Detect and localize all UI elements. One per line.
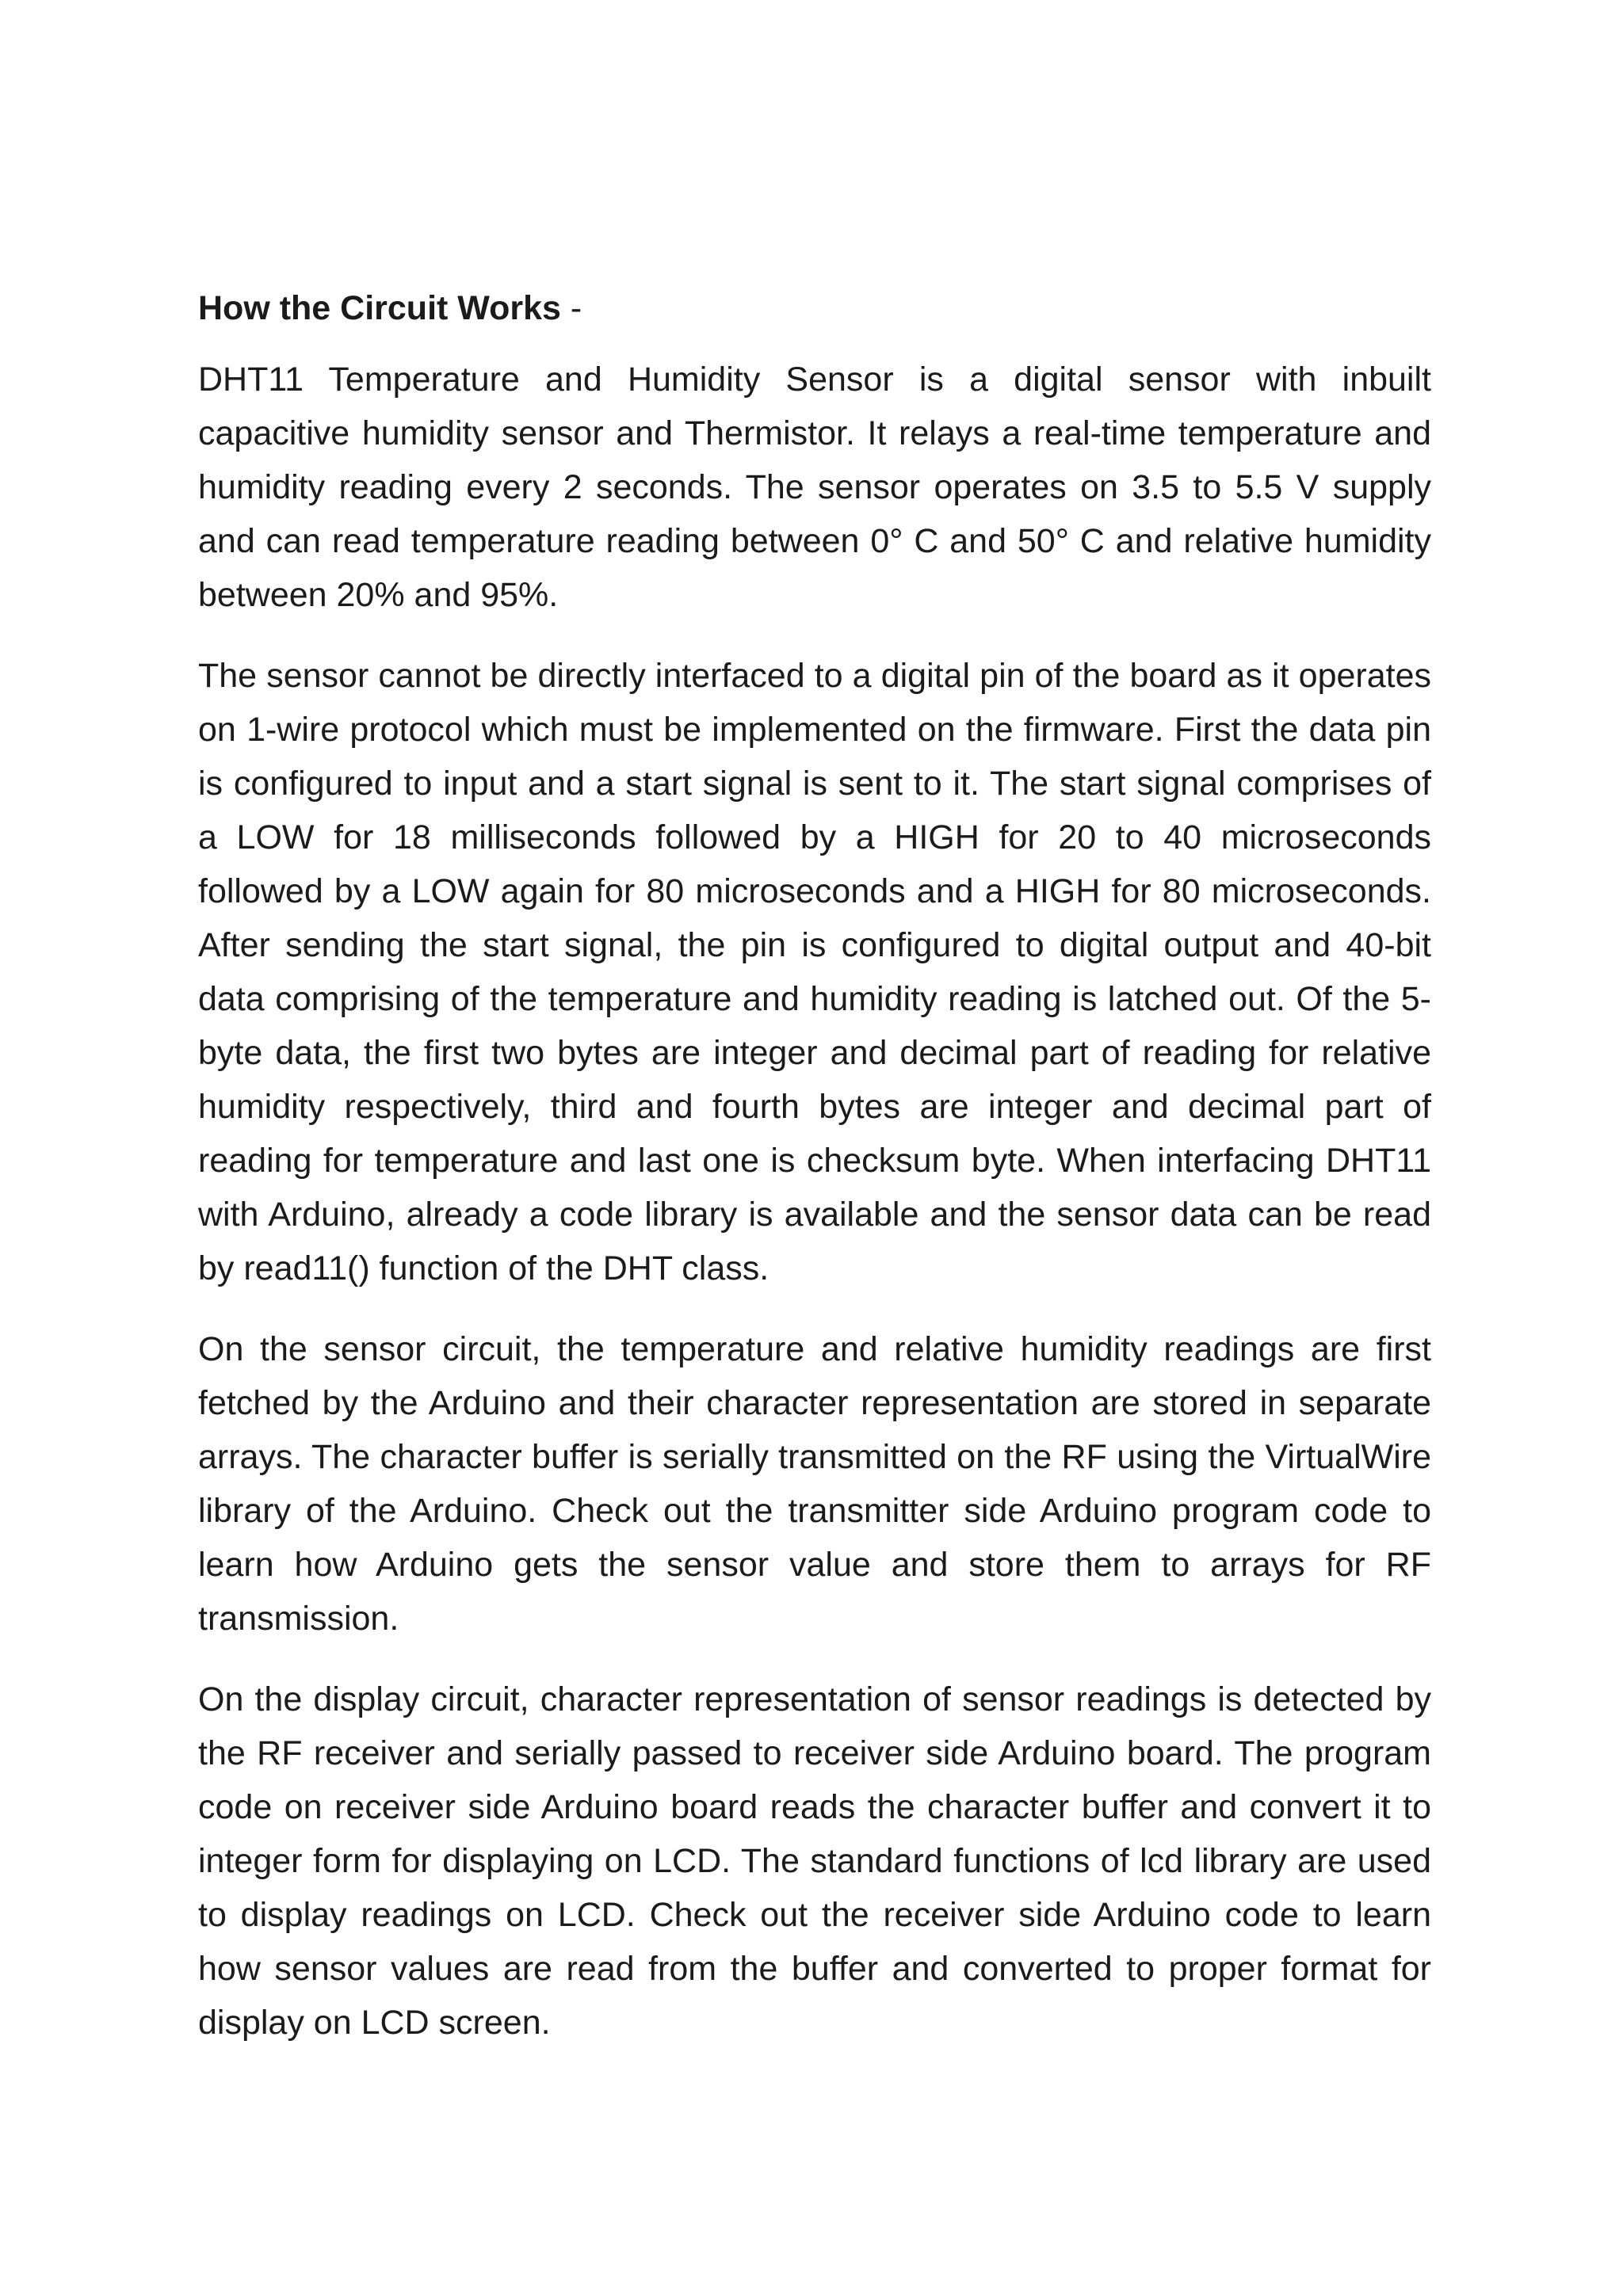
section-heading-title: How the Circuit Works: [198, 289, 561, 327]
section-heading: [198, 281, 1431, 335]
document-body: [198, 281, 1431, 2077]
paragraph-one-wire-protocol: The sensor cannot be directly interfaced to a digital pin of the board as it operates on 1-wire protocol which must be implemented on the firmware. First the data pin is configured to input and a start signal is sent to it. The start signal comprises of a LOW for 18 milliseconds followed by a HIGH for 20 to 40 microseconds followed by a LOW again for 80 microseconds and a HIGH for 80 microseconds. After sending the start signal, the pin is configured to digital output and 40-bit data comprising of the temperature and humidity reading is latched out. Of the 5-byte data, the first two bytes are integer and decimal part of reading for relative humidity respectively, third and fourth bytes are integer and decimal part of reading for temperature and last one is checksum byte. When interfacing DHT11 with Arduino, already a code library is available and the sensor data can be read by read11() function of the DHT class.: [198, 657, 1431, 1287]
paragraph-sensor-circuit: On the sensor circuit, the temperature and relative humidity readings are first fetched by the Arduino and their character representation are stored in separate arrays. The character buffer is serially transmitted on the RF using the VirtualWire library of the Arduino. Check out the transmitter side Arduino program code to learn how Arduino gets the sensor value and store them to arrays for RF transmission.: [198, 1330, 1431, 1638]
paragraph-display-circuit: On the display circuit, character representation of sensor readings is detected by the RF receiver and serially passed to receiver side Arduino board. The program code on receiver side Arduino board reads the character buffer and convert it to integer form for displaying on LCD. The standard functions of lcd library are used to display readings on LCD. Check out the receiver side Arduino code to learn how sensor values are read from the buffer and converted to proper format for display on LCD screen.: [198, 1680, 1431, 2042]
section-heading-suffix: -: [560, 289, 582, 327]
paragraph-dht11-overview: DHT11 Temperature and Humidity Sensor is a digital sensor with inbuilt capacitive humidity sensor and Thermistor. It relays a real-time temperature and humidity reading every 2 seconds. The sensor operates on 3.5 to 5.5 V supply and can read temperature reading between 0° C and 50° C and relative humidity between 20% and 95%.: [198, 360, 1431, 614]
